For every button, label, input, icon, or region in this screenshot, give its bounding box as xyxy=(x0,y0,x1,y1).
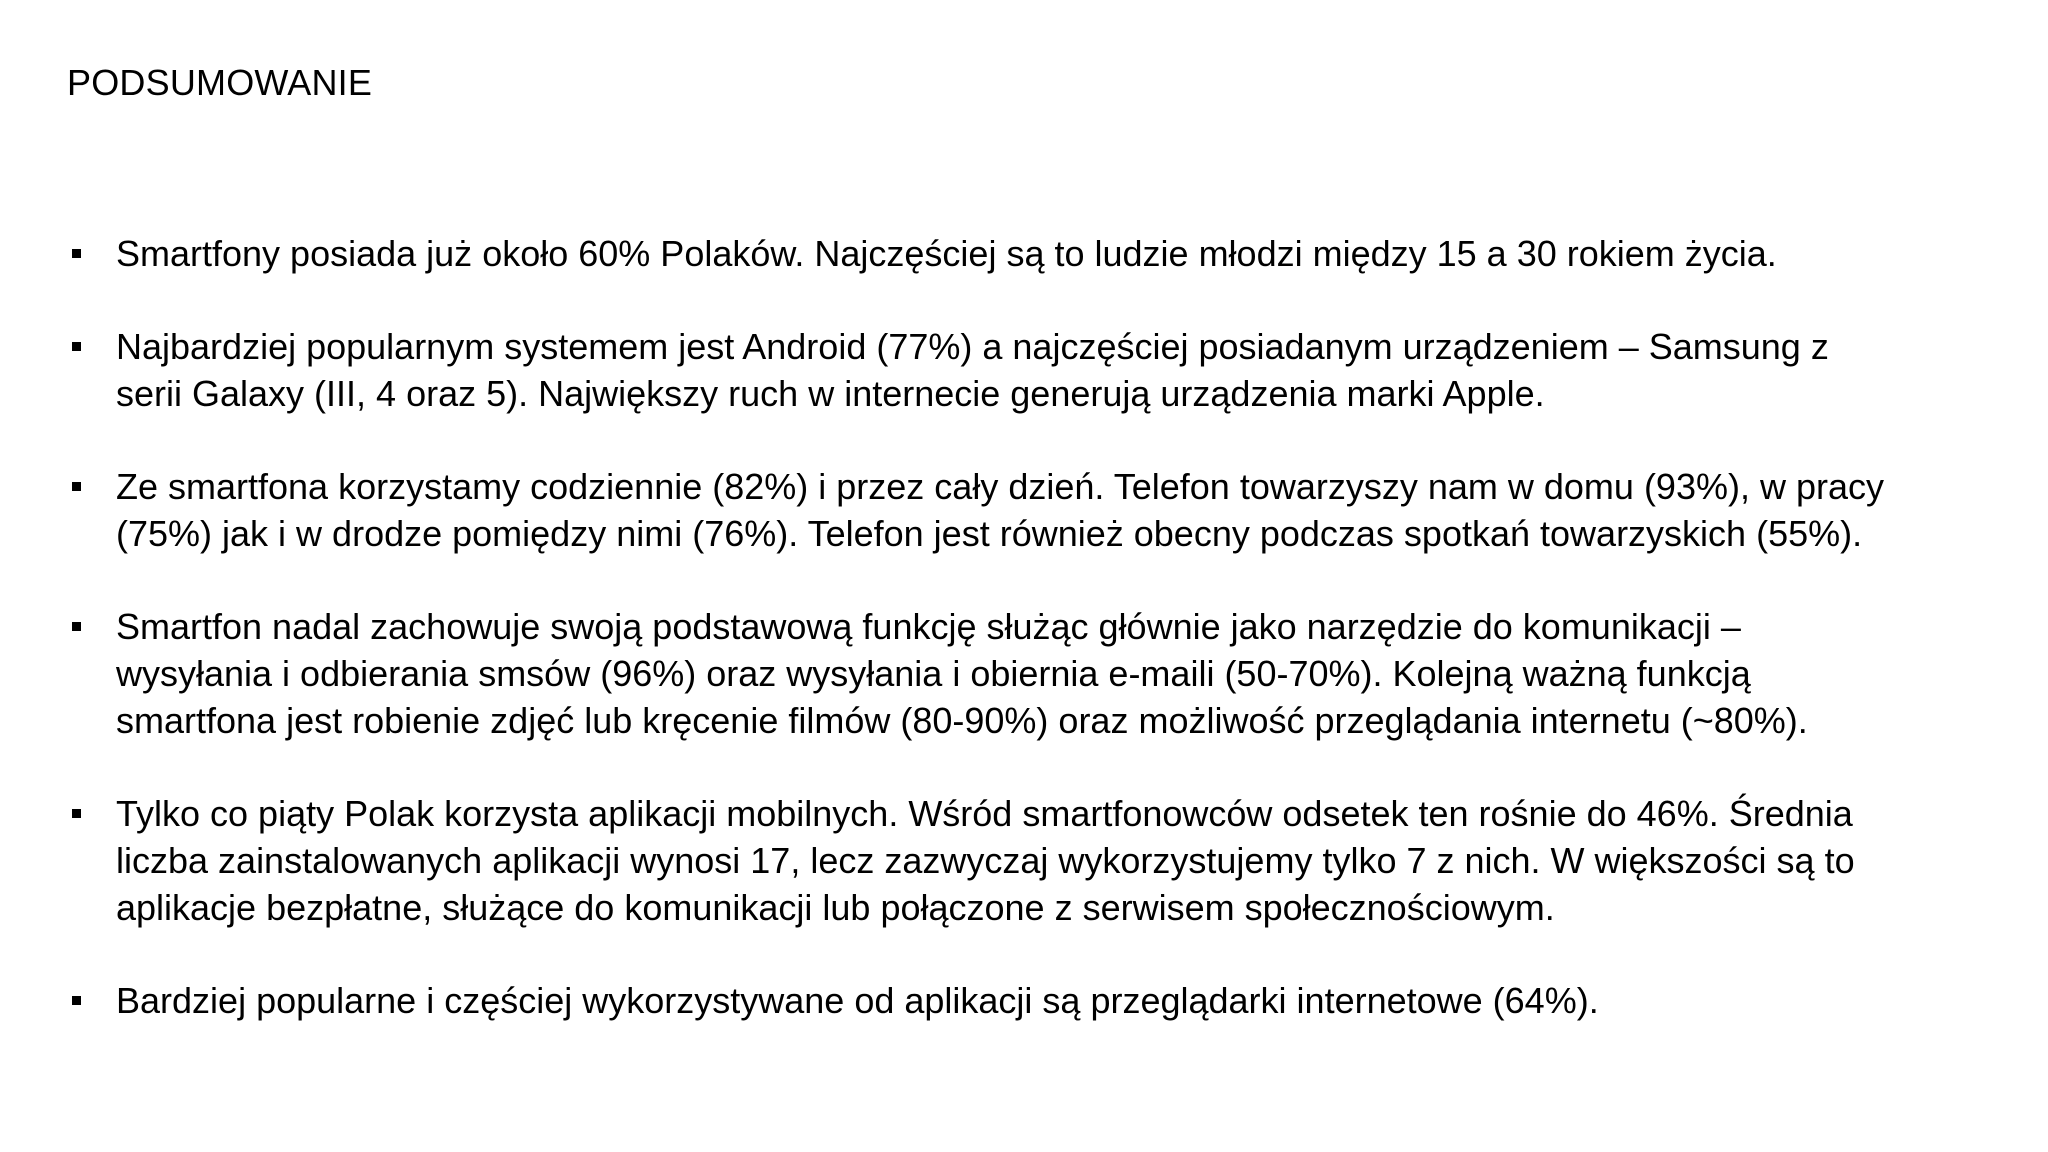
summary-bullet-list xyxy=(70,230,2030,1070)
square-bullet-icon xyxy=(72,482,81,491)
bullet-line: liczba zainstalowanych aplikacji wynosi 17, lecz zazwyczaj wykorzystujemy tylko 7 z nich. W większości są to xyxy=(116,840,1855,881)
bullet-item xyxy=(70,603,2030,744)
bullet-line: Smartfon nadal zachowuje swoją podstawową funkcję służąc głównie jako narzędzie do komunikacji – xyxy=(116,606,1741,647)
bullet-line: Najbardziej popularnym systemem jest Android (77%) a najczęściej posiadanym urządzeniem – Samsung z xyxy=(116,326,1829,367)
bullet-line: smartfona jest robienie zdjęć lub kręcenie filmów (80-90%) oraz możliwość przeglądania internetu (~80%). xyxy=(116,700,1808,741)
bullet-item xyxy=(70,790,2030,931)
bullet-item xyxy=(70,463,2030,557)
square-bullet-icon xyxy=(72,996,81,1005)
bullet-text xyxy=(116,603,2030,744)
square-bullet-icon xyxy=(72,622,81,631)
bullet-text xyxy=(116,977,2030,1024)
square-bullet-icon xyxy=(72,249,81,258)
bullet-line: (75%) jak i w drodze pomiędzy nimi (76%). Telefon jest również obecny podczas spotkań towarzyskich (55%). xyxy=(116,513,1863,554)
bullet-text xyxy=(116,323,2030,417)
bullet-line: wysyłania i odbierania smsów (96%) oraz wysyłania i obiernia e-maili (50-70%). Kolejną ważną funkcją xyxy=(116,653,1751,694)
bullet-line: aplikacje bezpłatne, służące do komunikacji lub połączone z serwisem społecznościowym. xyxy=(116,887,1555,928)
bullet-item xyxy=(70,230,2030,277)
bullet-text xyxy=(116,463,2030,557)
bullet-line: Tylko co piąty Polak korzysta aplikacji mobilnych. Wśród smartfonowców odsetek ten rośnie do 46%. Średnia xyxy=(116,793,1853,834)
bullet-line: Ze smartfona korzystamy codziennie (82%) i przez cały dzień. Telefon towarzyszy nam w domu (93%), w pracy xyxy=(116,466,1885,507)
square-bullet-icon xyxy=(72,809,81,818)
slide-title: PODSUMOWANIE xyxy=(67,62,373,103)
bullet-line: Bardziej popularne i częściej wykorzystywane od aplikacji są przeglądarki internetowe (64%). xyxy=(116,980,1599,1021)
bullet-item xyxy=(70,977,2030,1024)
bullet-line: Smartfony posiada już około 60% Polaków. Najczęściej są to ludzie młodzi między 15 a 30 rokiem życia. xyxy=(116,233,1777,274)
bullet-line: serii Galaxy (III, 4 oraz 5). Największy ruch w internecie generują urządzenia marki Apple. xyxy=(116,373,1545,414)
bullet-text xyxy=(116,790,2030,931)
square-bullet-icon xyxy=(72,342,81,351)
bullet-text xyxy=(116,230,2030,277)
bullet-item xyxy=(70,323,2030,417)
